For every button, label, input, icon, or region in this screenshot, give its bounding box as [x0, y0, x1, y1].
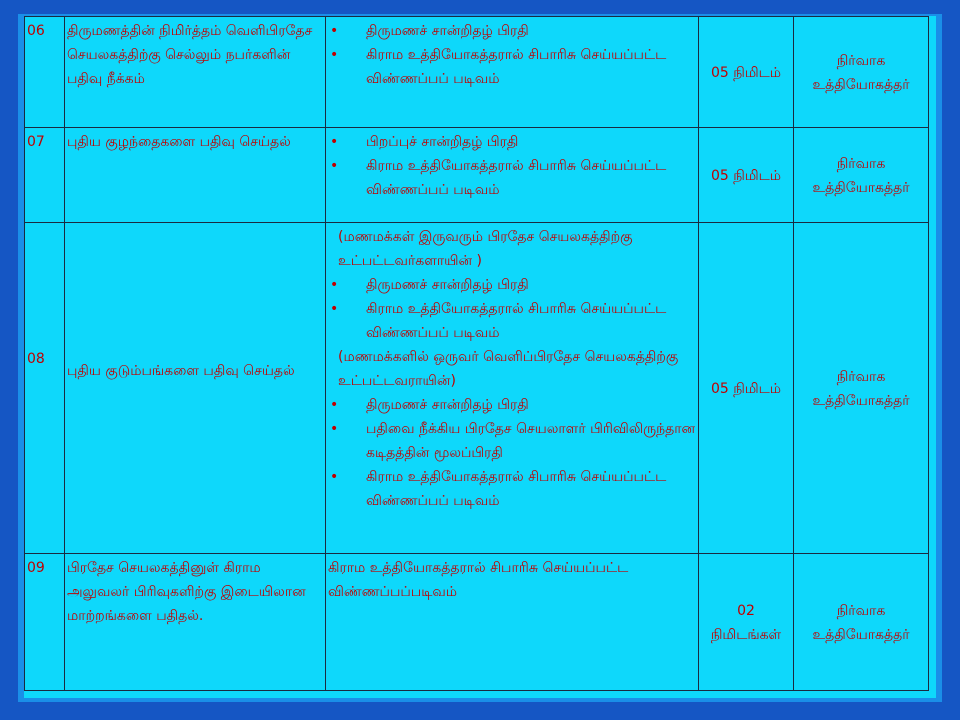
document-item: • திருமணச் சான்றிதழ் பிரதி: [328, 273, 696, 297]
table-row: [25, 223, 929, 554]
responsible-officer: நிர்வாக உத்தியோகத்தர்: [794, 17, 929, 128]
services-table: [24, 16, 929, 691]
document-item: • கிராம உத்தியோகத்தரால் சிபாரிசு செய்யப்பட்ட விண்ணப்பப் படிவம்: [328, 465, 696, 513]
row-number: 06: [25, 17, 65, 128]
table-row: [25, 554, 929, 691]
document-item: • திருமணச் சான்றிதழ் பிரதி: [328, 393, 696, 417]
required-documents: கிராம உத்தியோகத்தரால் சிபாரிசு செய்யப்பட்ட விண்ணப்பப்படிவம்: [326, 554, 699, 691]
condition-note: (மணமக்கள் இருவரும் பிரதேச செயலகத்திற்கு உட்பட்டவர்களாயின் ): [338, 229, 633, 269]
row-number: 07: [25, 128, 65, 223]
service-time: 02 நிமிடங்கள்: [699, 554, 794, 691]
required-documents: [326, 223, 699, 554]
document-item: • கிராம உத்தியோகத்தரால் சிபாரிசு செய்யப்பட்ட விண்ணப்பப் படிவம்: [328, 43, 696, 91]
responsible-officer: நிர்வாக உத்தியோகத்தர்: [794, 554, 929, 691]
row-number: 08: [25, 223, 65, 554]
service-name: புதிய குடும்பங்களை பதிவு செய்தல்: [65, 223, 326, 554]
row-number: 09: [25, 554, 65, 691]
required-documents: [326, 17, 699, 128]
service-time: 05 நிமிடம்: [699, 128, 794, 223]
service-time: 05 நிமிடம்: [699, 17, 794, 128]
document-item: • கிராம உத்தியோகத்தரால் சிபாரிசு செய்யப்பட்ட விண்ணப்பப் படிவம்: [328, 154, 696, 202]
document-item: • கிராம உத்தியோகத்தரால் சிபாரிசு செய்யப்பட்ட விண்ணப்பப் படிவம்: [328, 297, 696, 345]
required-documents: [326, 128, 699, 223]
table-row: [25, 17, 929, 128]
document-item: • பதிவை நீக்கிய பிரதேச செயலாளர் பிரிவிலிருந்தான கடிதத்தின் மூலப்பிரதி: [328, 417, 696, 465]
responsible-officer: நிர்வாக உத்தியோகத்தர்: [794, 223, 929, 554]
service-name: பிரதேச செயலகத்தினுள் கிராம அலுவலர் பிரிவுகளிற்கு இடையிலான மாற்றங்களை பதிதல்.: [65, 554, 326, 691]
document-item: • பிறப்புச் சான்றிதழ் பிரதி: [328, 130, 696, 154]
service-time: 05 நிமிடம்: [699, 223, 794, 554]
condition-note: (மணமக்களில் ஒருவர் வெளிப்பிரதேச செயலகத்திற்கு உட்பட்டவராயின்): [338, 349, 679, 389]
table-row: [25, 128, 929, 223]
service-name: புதிய குழந்தைகளை பதிவு செய்தல்: [65, 128, 326, 223]
responsible-officer: நிர்வாக உத்தியோகத்தர்: [794, 128, 929, 223]
document-item: • திருமணச் சான்றிதழ் பிரதி: [328, 19, 696, 43]
service-name: திருமணத்தின் நிமிர்த்தம் வெளிபிரதேச செயலகத்திற்கு செல்லும் நபர்களின் பதிவு நீக்கம்: [65, 17, 326, 128]
